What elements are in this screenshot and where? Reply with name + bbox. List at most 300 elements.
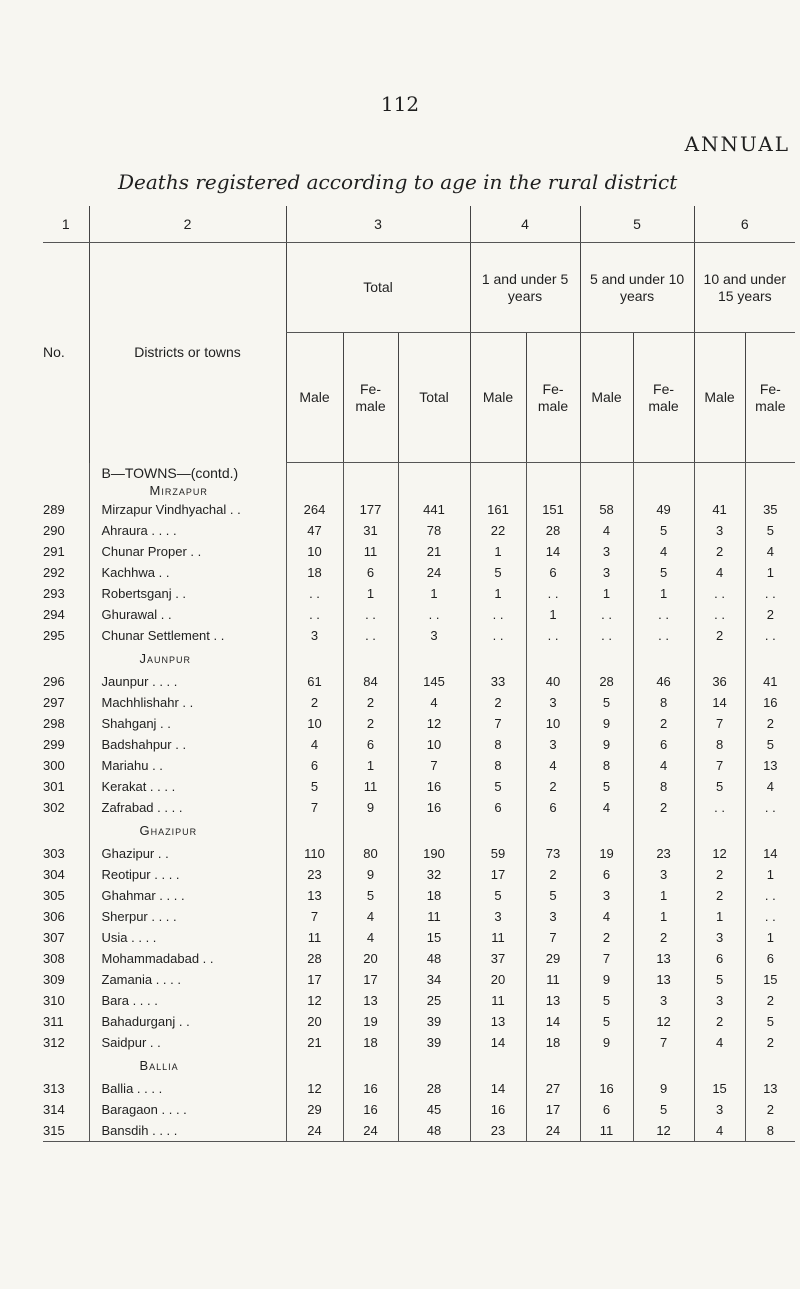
table-row [43, 843, 795, 864]
section-blank-cell [343, 646, 398, 671]
row-number: 313 [43, 1081, 65, 1096]
table-row [43, 1099, 795, 1120]
table-row [43, 885, 795, 906]
district-name: Machhlishahr . . [89, 692, 286, 713]
row-number: 297 [43, 695, 65, 710]
age-10-15-female-cell: 8 [745, 1120, 795, 1142]
row-number: 294 [43, 607, 65, 622]
section-blank-cell [745, 818, 795, 843]
section-spacer [43, 818, 89, 843]
total-male-cell: 20 [286, 1011, 343, 1032]
age-1-5-male-cell: 37 [470, 948, 526, 969]
row-number: 292 [43, 565, 65, 580]
age-10-15-female-cell: . . [745, 906, 795, 927]
age-5-10-male-cell: 1 [580, 583, 633, 604]
age-10-15-female-cell: 1 [745, 562, 795, 583]
district-name: Sherpur . . . . [89, 906, 286, 927]
table-row [43, 1120, 795, 1142]
total-male-cell: 4 [286, 734, 343, 755]
section-blank-cell [526, 646, 580, 671]
age-1-5-female-cell: 14 [526, 1011, 580, 1032]
district-name: Saidpur . . [89, 1032, 286, 1053]
total-male-cell: 24 [286, 1120, 343, 1142]
age-5-10-female-cell: 9 [633, 1078, 694, 1099]
age-10-15-female-cell: 5 [745, 520, 795, 541]
section-title-line2: Mirzapur [149, 483, 208, 498]
section-blank-cell [526, 463, 580, 500]
age-10-15-male-cell: 7 [694, 713, 745, 734]
page-number: 112 [380, 92, 420, 116]
section-blank-cell [580, 646, 633, 671]
row-number: 289 [43, 502, 65, 517]
total-male-cell: 7 [286, 797, 343, 818]
age-5-10-female-cell: 8 [633, 692, 694, 713]
age-1-5-male-cell: 16 [470, 1099, 526, 1120]
table-row [43, 713, 795, 734]
total-male-cell: 17 [286, 969, 343, 990]
age-10-15-male-cell: 14 [694, 692, 745, 713]
total-total-cell: 441 [398, 499, 470, 520]
age-1-5-male-cell: 1 [470, 541, 526, 562]
age-1-5-male-header: Male [470, 333, 526, 463]
total-total-cell: 11 [398, 906, 470, 927]
age-10-15-male-cell: 15 [694, 1078, 745, 1099]
total-female-cell: . . [343, 625, 398, 646]
row-number: 296 [43, 674, 65, 689]
district-name: Zafrabad . . . . [89, 797, 286, 818]
section-blank-cell [286, 1053, 343, 1078]
age-10-15-male-cell: 2 [694, 1011, 745, 1032]
age-5-10-female-cell: 12 [633, 1120, 694, 1142]
district-name: Ghurawal . . [89, 604, 286, 625]
age-5-10-female-cell: . . [633, 625, 694, 646]
section-spacer [43, 463, 89, 500]
age-5-10-male-cell: 9 [580, 1032, 633, 1053]
age-5-10-female-cell: 12 [633, 1011, 694, 1032]
age-1-5-male-cell: 22 [470, 520, 526, 541]
section-blank-cell [633, 1053, 694, 1078]
section-blank-cell [633, 463, 694, 500]
section-blank-cell [633, 646, 694, 671]
age-5-10-header: 5 and under 10 years [580, 243, 694, 333]
age-10-15-female-cell: . . [745, 797, 795, 818]
section-blank-cell [343, 463, 398, 500]
col-number-3: 3 [286, 206, 470, 243]
age-1-5-female-cell: 3 [526, 734, 580, 755]
age-5-10-male-cell: 7 [580, 948, 633, 969]
age-5-10-female-cell: 2 [633, 927, 694, 948]
total-female-cell: 24 [343, 1120, 398, 1142]
table-row [43, 1078, 795, 1099]
age-5-10-male-cell: 16 [580, 1078, 633, 1099]
total-male-cell: 2 [286, 692, 343, 713]
district-name: Shahganj . . [89, 713, 286, 734]
age-1-5-female-cell: 17 [526, 1099, 580, 1120]
total-male-cell: 6 [286, 755, 343, 776]
age-5-10-male-cell: 4 [580, 520, 633, 541]
section-blank-cell [745, 463, 795, 500]
district-name: Bansdih . . . . [89, 1120, 286, 1142]
total-male-header: Male [286, 333, 343, 463]
section-blank-cell [745, 1053, 795, 1078]
total-total-cell: 7 [398, 755, 470, 776]
total-female-cell: 16 [343, 1078, 398, 1099]
table-row [43, 1032, 795, 1053]
district-name: Ghahmar . . . . [89, 885, 286, 906]
total-total-cell: 3 [398, 625, 470, 646]
age-10-15-female-cell: . . [745, 625, 795, 646]
total-male-cell: . . [286, 604, 343, 625]
age-10-15-male-cell: 4 [694, 1120, 745, 1142]
row-number: 309 [43, 972, 65, 987]
page-heading: ANNUAL [684, 132, 790, 156]
section-title: Jaunpur [89, 646, 286, 671]
row-number: 307 [43, 930, 65, 945]
age-1-5-male-cell: . . [470, 625, 526, 646]
age-10-15-male-cell: 5 [694, 776, 745, 797]
section-blank-cell [286, 818, 343, 843]
row-number: 303 [43, 846, 65, 861]
age-10-15-male-cell: 1 [694, 906, 745, 927]
age-10-15-female-cell: 6 [745, 948, 795, 969]
total-female-cell: 6 [343, 562, 398, 583]
age-5-10-male-cell: 3 [580, 541, 633, 562]
age-5-10-female-cell: 2 [633, 797, 694, 818]
age-10-15-male-header: Male [694, 333, 745, 463]
age-10-15-male-cell: 3 [694, 520, 745, 541]
total-male-cell: 28 [286, 948, 343, 969]
total-male-cell: 12 [286, 990, 343, 1011]
total-female-cell: 18 [343, 1032, 398, 1053]
total-male-cell: 11 [286, 927, 343, 948]
age-5-10-female-cell: 13 [633, 948, 694, 969]
section-blank-cell [633, 818, 694, 843]
age-10-15-male-cell: 12 [694, 843, 745, 864]
district-name: Badshahpur . . [89, 734, 286, 755]
age-1-5-female-cell: 27 [526, 1078, 580, 1099]
table-row [43, 604, 795, 625]
age-10-15-female-cell: 2 [745, 1032, 795, 1053]
district-name: Ghazipur . . [89, 843, 286, 864]
district-name: Mariahu . . [89, 755, 286, 776]
age-1-5-female-cell: 14 [526, 541, 580, 562]
age-10-15-female-cell: 4 [745, 776, 795, 797]
age-1-5-male-cell: 33 [470, 671, 526, 692]
total-total-cell: 39 [398, 1011, 470, 1032]
age-5-10-male-cell: 8 [580, 755, 633, 776]
table-body [43, 463, 795, 1142]
section-title-line1: B—TOWNS—(contd.) [101, 465, 239, 481]
district-name: Reotipur . . . . [89, 864, 286, 885]
table-row [43, 499, 795, 520]
age-5-10-female-cell: 5 [633, 1099, 694, 1120]
age-5-10-female-cell: 3 [633, 864, 694, 885]
column-number-row [43, 206, 795, 243]
age-5-10-male-cell: 28 [580, 671, 633, 692]
total-total-cell: 78 [398, 520, 470, 541]
age-5-10-female-cell: 13 [633, 969, 694, 990]
district-name: Baragaon . . . . [89, 1099, 286, 1120]
row-number: 310 [43, 993, 65, 1008]
total-male-cell: 13 [286, 885, 343, 906]
district-name: Jaunpur . . . . [89, 671, 286, 692]
age-10-15-male-cell: . . [694, 583, 745, 604]
age-10-15-female-cell: 15 [745, 969, 795, 990]
district-name: Bara . . . . [89, 990, 286, 1011]
table-row [43, 583, 795, 604]
section-header [43, 1053, 795, 1078]
row-number: 302 [43, 800, 65, 815]
total-female-cell: 1 [343, 583, 398, 604]
table-title: Deaths registered according to age in the rural district [118, 170, 678, 194]
age-1-5-male-cell: 5 [470, 885, 526, 906]
section-spacer [43, 1053, 89, 1078]
total-total-cell: 190 [398, 843, 470, 864]
age-10-15-male-cell: 3 [694, 1099, 745, 1120]
age-5-10-female-cell: 3 [633, 990, 694, 1011]
age-1-5-male-cell: 5 [470, 562, 526, 583]
table-row [43, 969, 795, 990]
age-1-5-female-header: Fe- male [526, 333, 580, 463]
age-5-10-female-cell: 49 [633, 499, 694, 520]
section-title [89, 463, 286, 500]
district-name: Zamania . . . . [89, 969, 286, 990]
district-name: Usia . . . . [89, 927, 286, 948]
total-total-cell: 45 [398, 1099, 470, 1120]
age-1-5-male-cell: 2 [470, 692, 526, 713]
total-female-cell: 4 [343, 927, 398, 948]
age-1-5-male-cell: 59 [470, 843, 526, 864]
table-row [43, 797, 795, 818]
row-number: 291 [43, 544, 65, 559]
age-5-10-male-cell: 9 [580, 734, 633, 755]
table-row [43, 625, 795, 646]
age-1-5-female-cell: . . [526, 625, 580, 646]
age-10-15-female-cell: 1 [745, 864, 795, 885]
age-5-10-female-cell: 1 [633, 583, 694, 604]
total-male-cell: 264 [286, 499, 343, 520]
total-female-cell: 20 [343, 948, 398, 969]
age-1-5-female-cell: 11 [526, 969, 580, 990]
age-10-15-male-cell: 3 [694, 927, 745, 948]
age-5-10-female-cell: 7 [633, 1032, 694, 1053]
table-row [43, 990, 795, 1011]
age-5-10-male-cell: 5 [580, 776, 633, 797]
age-5-10-male-cell: 2 [580, 927, 633, 948]
district-name: Chunar Settlement . . [89, 625, 286, 646]
section-blank-cell [470, 818, 526, 843]
age-10-15-male-cell: . . [694, 604, 745, 625]
age-5-10-male-cell: 3 [580, 562, 633, 583]
row-number: 300 [43, 758, 65, 773]
age-5-10-male-cell: 9 [580, 713, 633, 734]
total-total-cell: 12 [398, 713, 470, 734]
age-5-10-male-cell: 19 [580, 843, 633, 864]
age-10-15-male-cell: 2 [694, 864, 745, 885]
age-1-5-female-cell: 73 [526, 843, 580, 864]
total-female-cell: 4 [343, 906, 398, 927]
age-1-5-female-cell: 3 [526, 906, 580, 927]
total-female-cell: . . [343, 604, 398, 625]
col-number-6: 6 [694, 206, 795, 243]
district-name: Mirzapur Vindhyachal . . [89, 499, 286, 520]
age-1-5-male-cell: 161 [470, 499, 526, 520]
total-total-cell: 18 [398, 885, 470, 906]
section-blank-cell [580, 1053, 633, 1078]
total-total-cell: . . [398, 604, 470, 625]
table-row [43, 755, 795, 776]
age-5-10-female-cell: . . [633, 604, 694, 625]
row-number: 304 [43, 867, 65, 882]
age-5-10-female-cell: 5 [633, 520, 694, 541]
age-5-10-male-cell: 6 [580, 864, 633, 885]
age-5-10-male-cell: 5 [580, 1011, 633, 1032]
district-name: Bahadurganj . . [89, 1011, 286, 1032]
district-name: Ballia . . . . [89, 1078, 286, 1099]
age-1-5-female-cell: 13 [526, 990, 580, 1011]
table-row [43, 864, 795, 885]
age-10-15-female-cell: 2 [745, 713, 795, 734]
section-blank-cell [694, 463, 745, 500]
total-male-cell: 47 [286, 520, 343, 541]
age-5-10-male-cell: 4 [580, 797, 633, 818]
age-10-15-female-cell: 13 [745, 755, 795, 776]
age-10-15-female-cell: 2 [745, 990, 795, 1011]
age-10-15-male-cell: 7 [694, 755, 745, 776]
section-blank-cell [286, 646, 343, 671]
age-10-15-female-cell: 35 [745, 499, 795, 520]
age-1-5-male-cell: 8 [470, 734, 526, 755]
district-name: Mohammadabad . . [89, 948, 286, 969]
total-female-cell: 9 [343, 797, 398, 818]
age-5-10-male-cell: 58 [580, 499, 633, 520]
age-1-5-female-cell: 10 [526, 713, 580, 734]
age-1-5-female-cell: 18 [526, 1032, 580, 1053]
age-1-5-male-cell: 11 [470, 990, 526, 1011]
age-5-10-female-cell: 2 [633, 713, 694, 734]
age-5-10-male-cell: 4 [580, 906, 633, 927]
age-1-5-female-cell: 24 [526, 1120, 580, 1142]
table-row [43, 1011, 795, 1032]
age-1-5-male-cell: 3 [470, 906, 526, 927]
total-female-cell: 13 [343, 990, 398, 1011]
age-10-15-female-cell: 1 [745, 927, 795, 948]
age-5-10-male-cell: 5 [580, 692, 633, 713]
row-number: 311 [43, 1014, 64, 1029]
age-1-5-male-cell: 8 [470, 755, 526, 776]
age-10-15-female-cell: 2 [745, 1099, 795, 1120]
section-blank-cell [694, 818, 745, 843]
total-male-cell: 10 [286, 541, 343, 562]
col-number-5: 5 [580, 206, 694, 243]
row-number: 295 [43, 628, 65, 643]
total-total-cell: 16 [398, 797, 470, 818]
total-male-cell: 12 [286, 1078, 343, 1099]
total-female-cell: 31 [343, 520, 398, 541]
total-total-cell: 1 [398, 583, 470, 604]
age-10-15-male-cell: 5 [694, 969, 745, 990]
section-blank-cell [470, 1053, 526, 1078]
age-10-15-male-cell: 41 [694, 499, 745, 520]
age-5-10-female-cell: 6 [633, 734, 694, 755]
section-blank-cell [398, 1053, 470, 1078]
total-male-cell: 61 [286, 671, 343, 692]
section-blank-cell [286, 463, 343, 500]
section-blank-cell [694, 646, 745, 671]
age-10-15-female-cell: . . [745, 885, 795, 906]
age-1-5-female-cell: 7 [526, 927, 580, 948]
age-1-5-female-cell: 28 [526, 520, 580, 541]
age-5-10-male-cell: 5 [580, 990, 633, 1011]
age-1-5-male-cell: 5 [470, 776, 526, 797]
row-number: 306 [43, 909, 65, 924]
age-10-15-male-cell: 2 [694, 625, 745, 646]
age-10-15-male-cell: 4 [694, 1032, 745, 1053]
total-total-cell: 39 [398, 1032, 470, 1053]
no-header: No. [43, 344, 65, 361]
total-male-cell: 10 [286, 713, 343, 734]
age-10-15-male-cell: 8 [694, 734, 745, 755]
district-name: Kerakat . . . . [89, 776, 286, 797]
age-5-10-female-cell: 46 [633, 671, 694, 692]
section-header [43, 818, 795, 843]
age-10-15-female-cell: 14 [745, 843, 795, 864]
total-total-cell: 48 [398, 948, 470, 969]
age-1-5-male-cell: 7 [470, 713, 526, 734]
total-male-cell: 110 [286, 843, 343, 864]
total-total-cell: 28 [398, 1078, 470, 1099]
total-total-header: Total [398, 333, 470, 463]
row-number: 315 [43, 1120, 89, 1142]
age-5-10-male-cell: 11 [580, 1120, 633, 1142]
age-10-15-female-cell: . . [745, 583, 795, 604]
age-10-15-female-cell: 41 [745, 671, 795, 692]
total-male-cell: 5 [286, 776, 343, 797]
total-female-cell: 80 [343, 843, 398, 864]
total-female-cell: 2 [343, 692, 398, 713]
section-spacer [43, 646, 89, 671]
total-female-cell: 6 [343, 734, 398, 755]
row-number: 305 [43, 888, 65, 903]
row-number: 299 [43, 737, 65, 752]
table-row [43, 541, 795, 562]
age-1-5-female-cell: 2 [526, 776, 580, 797]
total-total-cell: 24 [398, 562, 470, 583]
district-name: Kachhwa . . [89, 562, 286, 583]
total-male-cell: 7 [286, 906, 343, 927]
age-10-15-female-cell: 2 [745, 604, 795, 625]
row-number: 293 [43, 586, 65, 601]
table-row [43, 776, 795, 797]
age-10-15-male-cell: 6 [694, 948, 745, 969]
section-blank-cell [694, 1053, 745, 1078]
total-total-cell: 15 [398, 927, 470, 948]
total-female-cell: 84 [343, 671, 398, 692]
total-female-cell: 16 [343, 1099, 398, 1120]
age-1-5-male-cell: 20 [470, 969, 526, 990]
age-5-10-male-cell: 3 [580, 885, 633, 906]
age-10-15-male-cell: 2 [694, 541, 745, 562]
table-row [43, 906, 795, 927]
age-1-5-male-cell: 6 [470, 797, 526, 818]
total-female-cell: 2 [343, 713, 398, 734]
age-5-10-male-cell: 9 [580, 969, 633, 990]
age-1-5-male-cell: 23 [470, 1120, 526, 1142]
section-title: Ghazipur [89, 818, 286, 843]
age-5-10-female-cell: 4 [633, 755, 694, 776]
age-10-15-female-cell: 13 [745, 1078, 795, 1099]
table-row [43, 734, 795, 755]
